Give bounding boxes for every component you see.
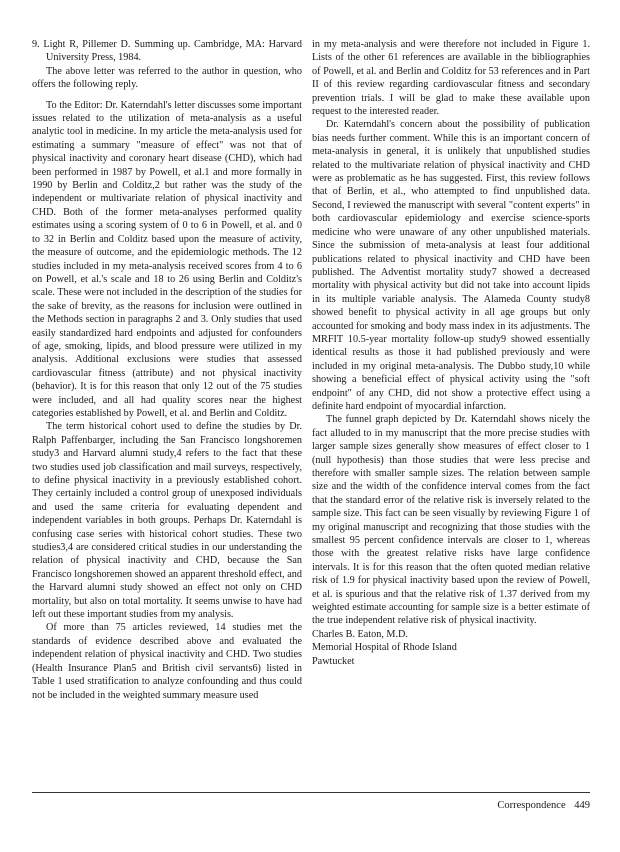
reply-paragraph-4: in my meta-analysis and were therefore not included in Figure 1. Lists of the other 61 references are available in the bibliographies of Powell, et al. and Berlin and Colditz for 53 references and in Part II of this review regarding cardiovascular fitness and secondary prevention trials. I will be glad to make these available upon request to the interested reader. bbox=[312, 39, 590, 118]
left-column bbox=[32, 38, 302, 702]
page-footer bbox=[491, 800, 590, 811]
signature-name: Charles B. Eaton, M.D. bbox=[312, 628, 408, 640]
page-number: 449 bbox=[574, 800, 590, 811]
intro-paragraph: The above letter was referred to the author in question, who offers the following reply. bbox=[32, 65, 302, 91]
reply-paragraph-1: To the Editor: Dr. Katerndahl's letter discusses some important issues related to the utilization of meta-analysis as a useful analytic tool in medicine. In my article the meta-analysis used for estimating a summary "measure of effect" was not that of physical inactivity and coronary heart disease (CHD), which had been performed in 1987 by Powell, et al.1 and more formally in 1990 by Berlin and Colditz,2 but rather was the study of the independent or multivariate relation of physical inactivity and CHD. Both of the former meta-analyses performed quality estimates using a scoring system of 0 to 6 in Powell, et al. and 0 to 32 in Berlin and Colditz based upon the measure of activity, the measure of outcome, and the epidemiologic methods. The 12 studies included in my meta-analysis received scores from 4 to 6 on Powell, et al.'s scale and 18 to 26 using Berlin and Colditz's scale. These were not included in the description of the studies for the sake of brevity, as the reasons for inclusion were outlined in the Methods section in paragraphs 2 and 3. Only studies that used easily standardized hard endpoints and adjusted for confounders of age, smoking, lipids, and blood pressure were utilized in my analysis. Additional exclusions were studies that assessed cardiovascular fitness (attribute) and not physical inactivity (behavior). It is for this reason that only 12 out of the 75 studies were included, and all had quality scores near the highest categories established by Powell, et al. and Berlin and Colditz. bbox=[32, 99, 302, 419]
reply-paragraph-3: Of more than 75 articles reviewed, 14 studies met the standards of evidence described above and evaluated the independent relation of physical inactivity and CHD. Two studies (Health Insurance Plan5 and British civil servants6) listed in Table 1 used stratification to analyze confounding and thus could not be included in the weighted summary measure used bbox=[32, 622, 302, 701]
reply-paragraph-2: The term historical cohort used to define the studies by Dr. Ralph Paffenbarger, including the San Francisco longshoremen study3 and Harvard alumni study,4 refers to the fact that these two studies used job classification and mail surveys, respectively, to define physical inactivity in a previously established cohort. They certainly included a control group of unexposed individuals and used the same criteria for evaluating dependent and independent variables in both groups. Perhaps Dr. Katerndahl is confusing case series with historical cohort studies. These two studies3,4 are considered critical studies in our understanding the relation of physical inactivity and CHD, because the San Francisco longshoremen showed an apparent threshold effect, and the Harvard alumni study showed an effect not only on CHD mortality, but also on total mortality. It seems unwise to have had left out these important studies from my analysis. bbox=[32, 421, 302, 621]
signature-city: Pawtucket bbox=[312, 655, 355, 667]
reference-9: 9. Light R, Pillemer D. Summing up. Cambridge, MA: Harvard University Press, 1984. bbox=[32, 39, 302, 64]
footer-rule bbox=[32, 792, 590, 793]
right-column bbox=[312, 38, 590, 668]
signature-institution: Memorial Hospital of Rhode Island bbox=[312, 642, 457, 654]
reply-paragraph-6: The funnel graph depicted by Dr. Katerndahl shows nicely the fact alluded to in my manuscript that the more precise studies with larger sample sizes generally show measures of effect closer to 1 (null hypothesis) than those studies that were less precise and therefore with smaller sample sizes. The relation between sample size and the width of the confidence interval comes from the fact that the standard error of the relative risk is inversely related to the sample size. This fact can be seen visually by reviewing Figure 1 of my original manuscript and recognizing that those studies with the smallest 95 percent confidence intervals are closer to 1, whereas those with the greatest relative risks have large confidence intervals. It is for this reason that the often quoted median relative risk of 1.9 for physical inactivity based upon the review of Powell, et al. is spurious and that the relative risk of 1.37 derived from my weighted estimate accounting for sample size is a better estimate of the true independent relative risk of physical inactivity. bbox=[312, 414, 590, 627]
reply-paragraph-5: Dr. Katerndahl's concern about the possibility of publication bias needs further comment. While this is an important concern of meta-analysis in general, it is unlikely that unpublished studies related to the multivariate relation of physical inactivity and CHD were as problematic as he has suggested. First, this review follows that of Berlin, et al., who attempted to find unpublished data. Second, I reviewed the manuscript with several "content experts" in both cardiovascular epidemiology and exercise science-sports medicine who were unaware of any other unpublished materials. Since the submission of meta-analysis at least four additional publications related to physical inactivity and CHD have been published. The Adventist mortality study7 showed a decreased mortality with physical activity but did not take into account lipids in its multiple variable analysis. The Alameda County study8 showed benefit to physical activity in all age groups but only accounted for smoking and body mass index in its adjustments. The MRFIT 10.5-year mortality follow-up study9 showed essentially identical results as those it had published previously and were included in my original meta-analysis. The Dubbo study,10 while showing a beneficial effect of physical activity using the "soft endpoint" of any CHD, did not show a protective effect using a definite hard endpoint of myocardial infarction. bbox=[312, 119, 590, 412]
footer-section: Correspondence bbox=[497, 800, 566, 811]
